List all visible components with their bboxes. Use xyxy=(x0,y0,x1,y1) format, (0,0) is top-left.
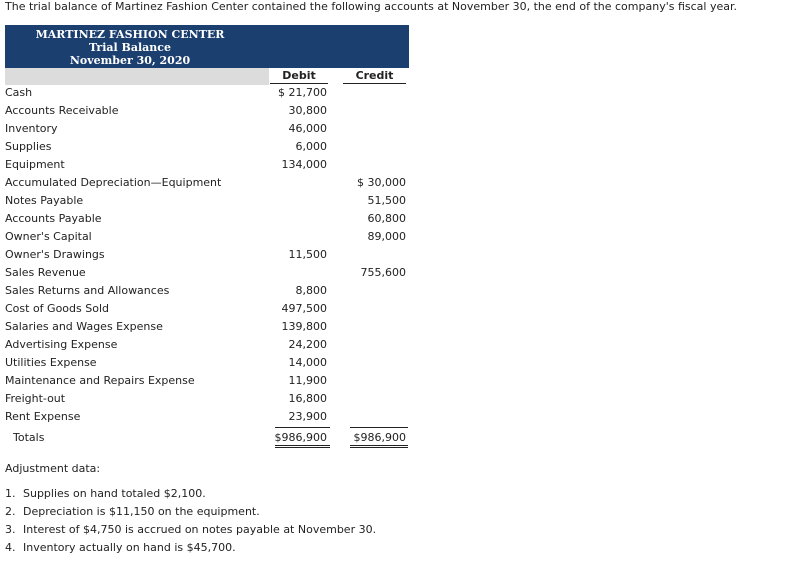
debit-amount: 497,500 xyxy=(281,302,327,315)
credit-total-double-rule-2 xyxy=(350,447,408,448)
table-row xyxy=(5,194,409,212)
adjustment-title: Adjustment data: xyxy=(5,462,101,475)
company-name: MARTINEZ FASHION CENTER xyxy=(35,28,225,41)
credit-amount: 60,800 xyxy=(367,212,406,225)
account-name: Cash xyxy=(5,86,33,99)
debit-amount: 134,000 xyxy=(281,158,327,171)
adjustment-number: 2. xyxy=(5,505,16,518)
intro-text: The trial balance of Martinez Fashion Center contained the following accounts at November 30, the end of the company's fiscal year. xyxy=(5,0,737,13)
debit-amount: 24,200 xyxy=(288,338,327,351)
table-row xyxy=(5,374,409,392)
debit-column-header: Debit xyxy=(270,69,328,84)
table-row xyxy=(5,266,409,284)
credit-total-double-rule-1 xyxy=(350,445,408,446)
debit-total-double-rule-2 xyxy=(275,447,330,448)
totals-row xyxy=(5,431,409,449)
table-row xyxy=(5,284,409,302)
adjustment-item xyxy=(5,505,260,518)
account-name: Utilities Expense xyxy=(5,356,97,369)
table-row xyxy=(5,320,409,338)
table-row xyxy=(5,338,409,356)
credit-column-header: Credit xyxy=(343,69,406,84)
adjustment-text: Inventory actually on hand is $45,700. xyxy=(23,541,236,554)
adjustment-text: Depreciation is $11,150 on the equipment. xyxy=(23,505,260,518)
table-row xyxy=(5,302,409,320)
adjustment-item xyxy=(5,541,236,554)
credit-amount: $ 30,000 xyxy=(357,176,406,189)
total-debit: $986,900 xyxy=(274,431,327,444)
debit-amount: 14,000 xyxy=(288,356,327,369)
table-row xyxy=(5,248,409,266)
debit-amount: 6,000 xyxy=(295,140,327,153)
debit-amount: 139,800 xyxy=(281,320,327,333)
account-name: Equipment xyxy=(5,158,65,171)
credit-subtotal-rule xyxy=(350,427,408,428)
table-row xyxy=(5,392,409,410)
adjustment-text: Interest of $4,750 is accrued on notes payable at November 30. xyxy=(23,523,377,536)
table-row xyxy=(5,158,409,176)
account-name: Advertising Expense xyxy=(5,338,118,351)
credit-amount: 755,600 xyxy=(360,266,406,279)
debit-amount: 8,800 xyxy=(295,284,327,297)
adjustment-item xyxy=(5,523,376,536)
debit-amount: 16,800 xyxy=(288,392,327,405)
trial-balance-header xyxy=(5,25,409,68)
account-name: Accumulated Depreciation—Equipment xyxy=(5,176,222,189)
table-row xyxy=(5,104,409,122)
adjustment-item xyxy=(5,487,206,500)
debit-amount: 11,500 xyxy=(288,248,327,261)
debit-amount: 46,000 xyxy=(288,122,327,135)
table-row xyxy=(5,356,409,374)
credit-amount: 89,000 xyxy=(367,230,406,243)
account-name: Owner's Capital xyxy=(5,230,92,243)
adjustment-number: 4. xyxy=(5,541,16,554)
table-row xyxy=(5,86,409,104)
account-name: Owner's Drawings xyxy=(5,248,105,261)
account-name: Supplies xyxy=(5,140,52,153)
account-name: Sales Revenue xyxy=(5,266,86,279)
table-row xyxy=(5,212,409,230)
credit-amount: 51,500 xyxy=(367,194,406,207)
account-name: Sales Returns and Allowances xyxy=(5,284,170,297)
debit-total-double-rule-1 xyxy=(275,445,330,446)
adjustment-number: 1. xyxy=(5,487,16,500)
account-name: Accounts Payable xyxy=(5,212,102,225)
table-row xyxy=(5,140,409,158)
debit-amount: 11,900 xyxy=(288,374,327,387)
account-name: Cost of Goods Sold xyxy=(5,302,109,315)
statement-date: November 30, 2020 xyxy=(69,54,191,67)
account-name: Notes Payable xyxy=(5,194,84,207)
debit-amount: 30,800 xyxy=(288,104,327,117)
debit-amount: 23,900 xyxy=(288,410,327,423)
account-name: Maintenance and Repairs Expense xyxy=(5,374,195,387)
account-name: Accounts Receivable xyxy=(5,104,119,117)
table-row xyxy=(5,176,409,194)
total-credit: $986,900 xyxy=(353,431,406,444)
label-column-shade xyxy=(5,68,269,85)
account-name: Inventory xyxy=(5,122,58,135)
totals-label: Totals xyxy=(13,431,45,444)
debit-subtotal-rule xyxy=(275,427,330,428)
account-name: Salaries and Wages Expense xyxy=(5,320,163,333)
account-name: Rent Expense xyxy=(5,410,81,423)
statement-title: Trial Balance xyxy=(89,41,171,54)
adjustment-text: Supplies on hand totaled $2,100. xyxy=(23,487,206,500)
table-row xyxy=(5,410,409,428)
table-row xyxy=(5,230,409,248)
adjustment-number: 3. xyxy=(5,523,16,536)
table-row xyxy=(5,122,409,140)
debit-amount: $ 21,700 xyxy=(278,86,327,99)
account-name: Freight-out xyxy=(5,392,66,405)
